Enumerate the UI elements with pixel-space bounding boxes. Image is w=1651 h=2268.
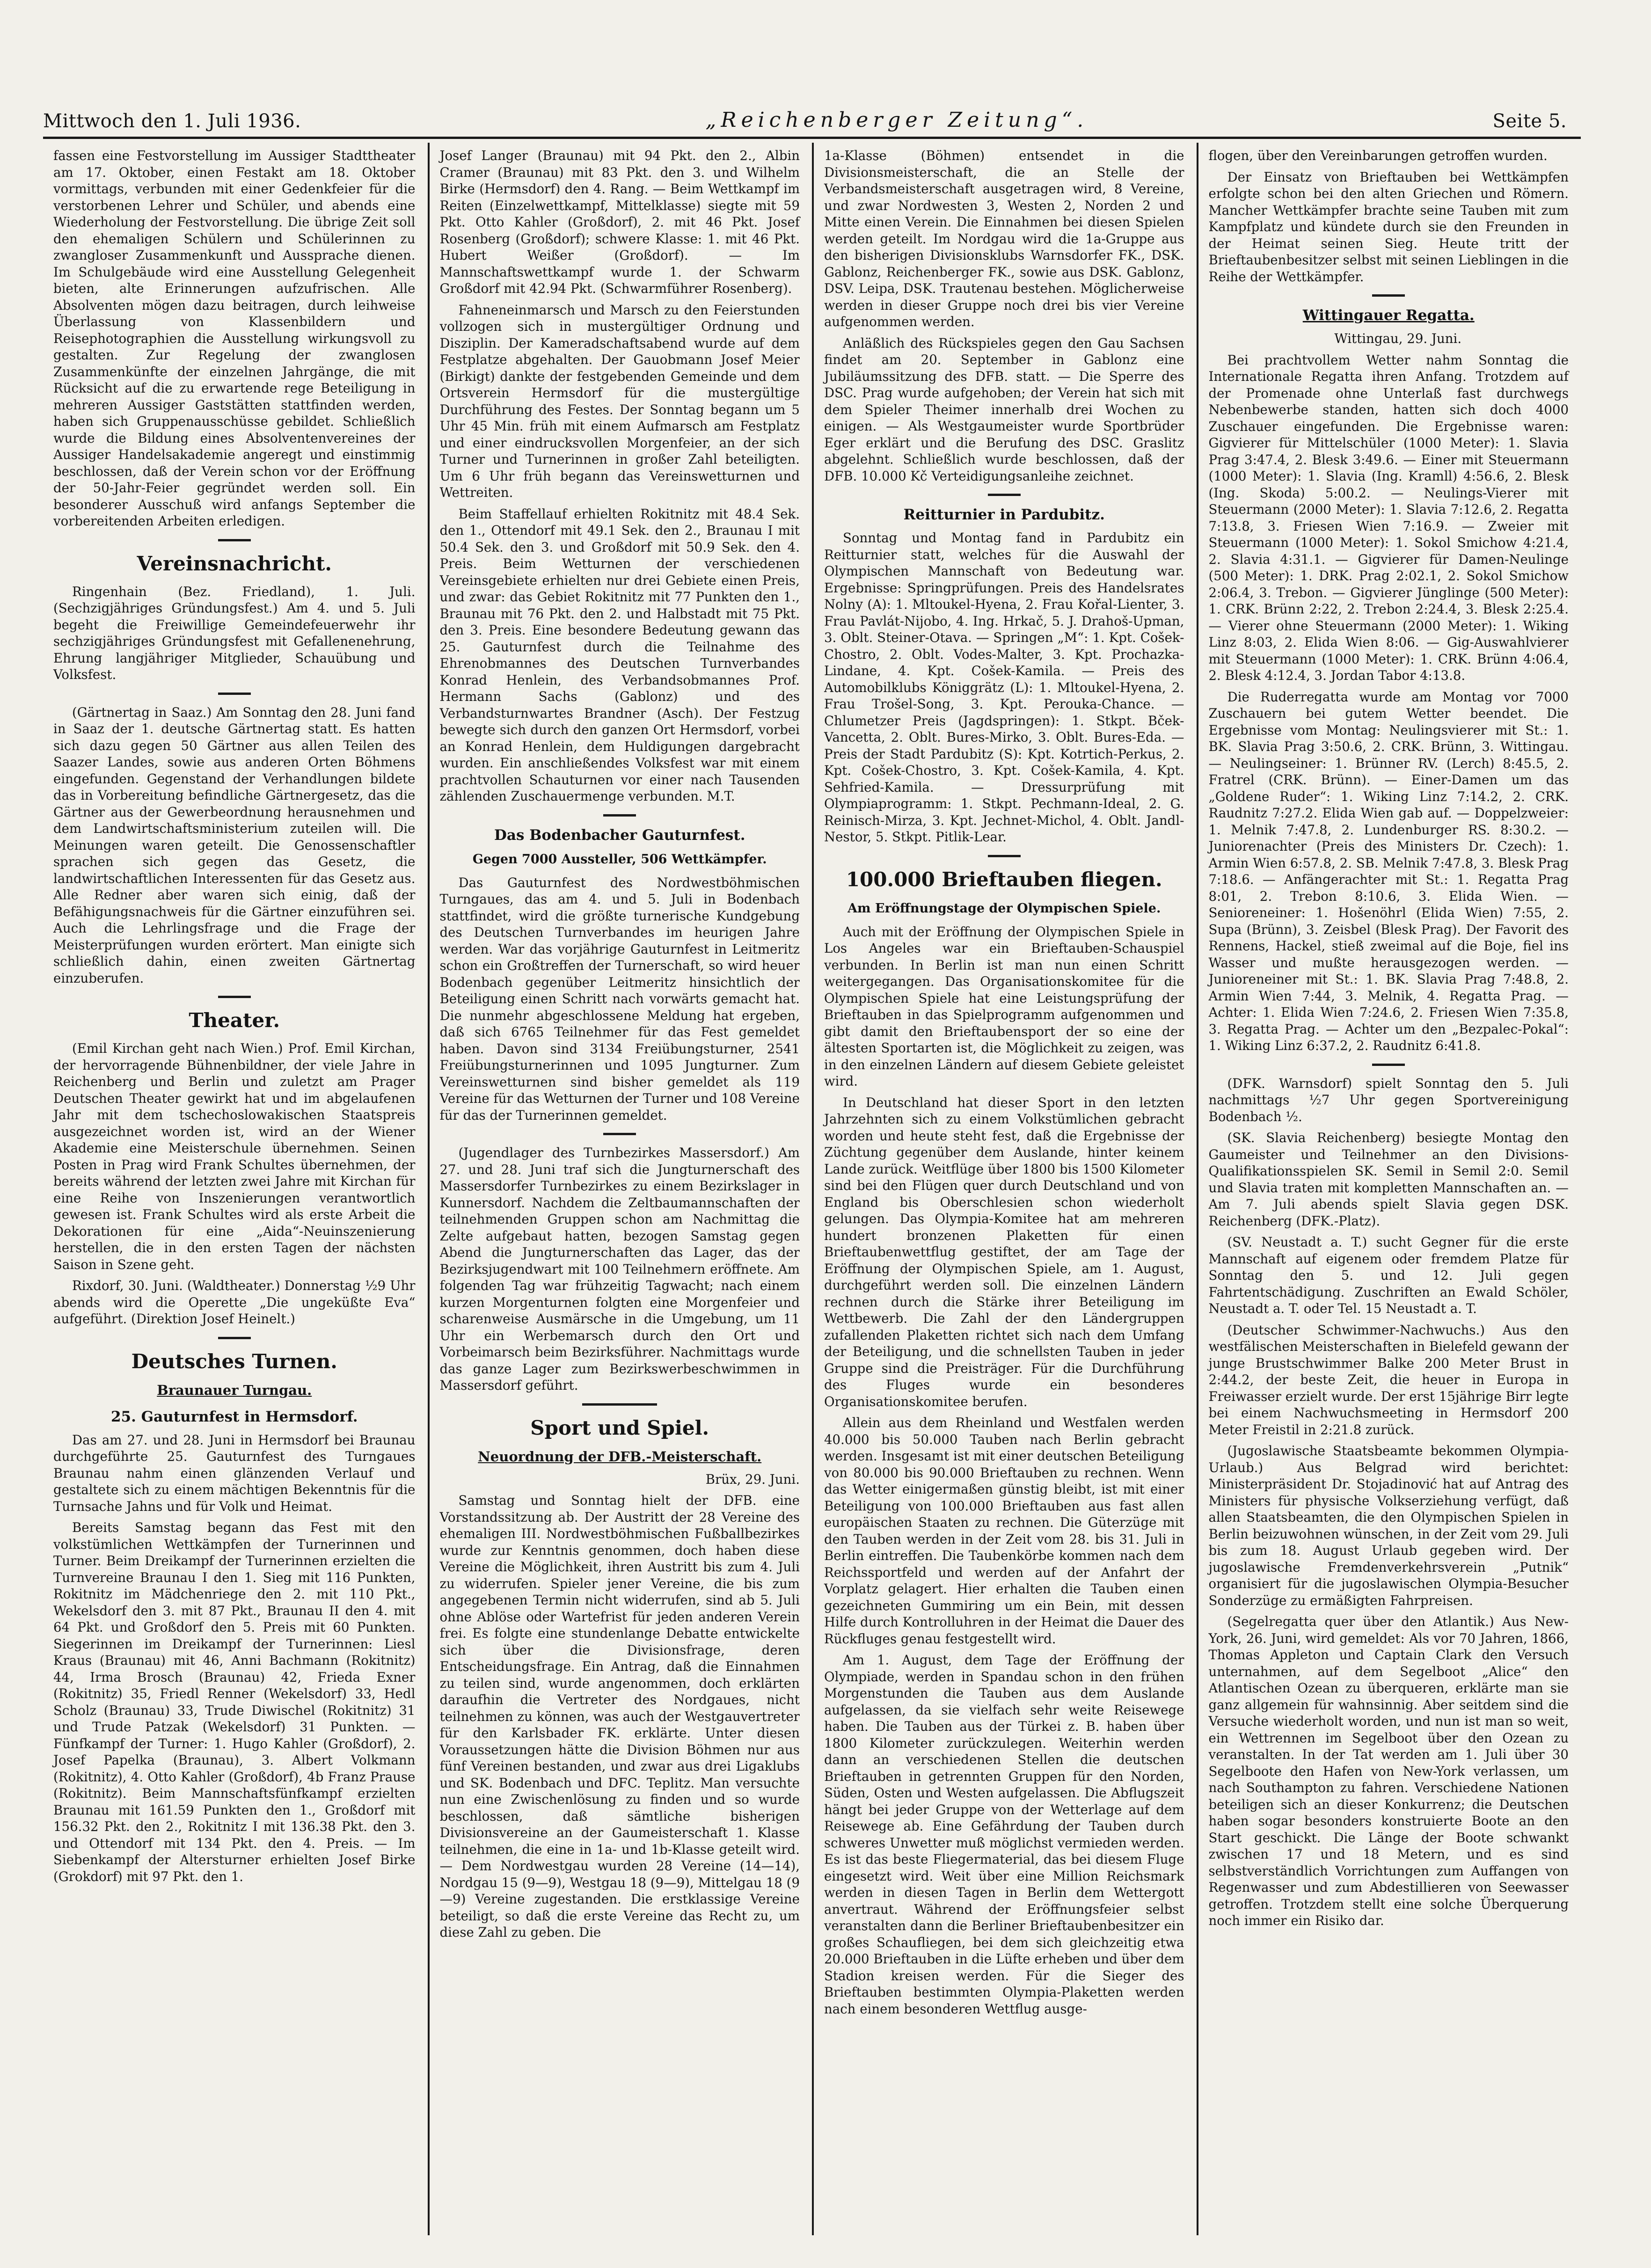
masthead-rule [43, 137, 1581, 139]
separator [218, 1337, 251, 1339]
article-brieftauben-4: Am 1. August, dem Tage der Eröffnung der Olympiade, werden in Spandau schon in den frühen Morgenstunden die Tauben aus dem Auslande aufgelassen, da sie vielfach sehr weite Reisewege haben. Die Tauben aus der Türkei z. B. haben über 1800 Kilometer zurückzulegen. Weiterhin werden dann an verschiedenen Stellen die deutschen Brieftauben in getrennten Gruppen für den Norden, Süden, Osten und Westen aufgelassen. Die Abflugszeit hängt bei jeder Gruppe von der Wetterlage auf dem Reisewege ab. Eine Gefährdung der Tauben durch schweres Unwetter muß möglichst vermieden werden. Es ist das beste Fliegermaterial, das bei diesem Fluge eingesetzt wird. Weit über eine Million Reichsmark werden in diesen Tagen in Berlin dem Wettergott anvertraut. Während der Eröffnungsfeier selbst veranstalten dann die Berliner Brieftaubenbesitzer ein großes Schaufliegen, bei dem sich gleichzeitig etwa 20.000 Brieftauben in die Lüfte erheben und über dem Stadion kreisen werden. Für die Sieger des Brieftauben bestimmten Olympia-Plaketten werden nach einem besonderen Wettflug ausge- [824, 1652, 1184, 2017]
article-jugoslawien: (Jugoslawische Staatsbeamte bekommen Olympia-Urlaub.) Aus Belgrad wird berichtet: Ministerpräsident Dr. Stojadinović hat auf Antrag des Ministers für physische Volkserziehung verfügt, daß allen Staatsbeamten, die den Olympischen Spielen in Berlin beizuwohnen wünschen, in der Zeit vom 29. Juli bis zum 18. August Urlaub gegeben wird. Der jugoslawische Fremdenverkehrsverein „Putnik“ organisiert für die jugoslawischen Olympia-Besucher Sonderzüge zu ermäßigten Fahrpreisen. [1208, 1443, 1569, 1608]
article-gaertnertag: (Gärtnertag in Saaz.) Am Sonntag den 28. Juni fand in Saaz der 1. deutsche Gärtnertag statt. Es hatten sich dazu gegen 50 Gärtner aus allen Teilen des Saazer Landes, sowie aus anderen Orten Böhmens eingefunden. Gegenstand der Verhandlungen bildete das in Vorbereitung befindliche Gärtnergesetz, das die Gärtner aus der Gewerbeordnung herausnehmen und dem Landwirtschaftsministerium zuteilen will. Die Meinungen waren geteilt. Die Genossenschaftler sprachen sich gegen das Gesetz, die landwirtschaftlichen Interessenten für das Gesetz aus. Alle Redner aber waren sich einig, daß der Befähigungsnachweis für die Gärtner einzuführen sei. Auch die Lehrlingsfrage und die Frage der Meisterprüfungen wurden erörtert. Man einigte sich schließlich dahin, einen zweiten Gärtnertag einzuberufen. [53, 704, 416, 986]
column-3 [812, 143, 1197, 2235]
heading-brieftauben: 100.000 Brieftauben fliegen. [846, 868, 1162, 891]
dateline-wittingau: Wittingau, 29. Juni. [1334, 331, 1462, 346]
article-kirchan: (Emil Kirchan geht nach Wien.) Prof. Emil Kirchan, der hervorragende Bühnenbildner, der viele Jahre in Reichenberg und Berlin und zuletzt am Prager Deutschen Theater gewirkt hat und im abgelaufenen Jahr mit dem tschechoslowakischen Staatspreis ausgezeichnet worden ist, wird an der Wiener Akademie eine Meisterschule übernehmen. Seinen Posten in Prag wird Frank Schultes übernehmen, der bereits während der letzten zwei Jahre mit Kirchan für eine Reihe von Inszenierungen verantwortlich gewesen ist. Frank Schultes wird als erste Arbeit die Dekorationen für eine „Aida“-Neuinszenierung herstellen, die in den ersten Tagen der nächsten Saison in Szene geht. [53, 1041, 416, 1272]
section-heading-vereinsnachricht: Vereinsnachricht. [137, 552, 332, 575]
article-turnen-4: Fahneneinmarsch und Marsch zu den Feierstunden vollzogen sich in mustergültiger Ordnung und Disziplin. Der Kameradschaftsabend wurde auf dem Festplatze abgehalten. Der Gauobmann Josef Meier (Birkigt) dankte der festgebenden Gemeinde und dem Ortsverein Hermsdorf für die mustergültige Durchführung des Festes. Der Sonntag begann um 5 Uhr 45 Min. früh mit einem Aufmarsch am Festplatz und einer eindrucksvollen Morgenfeier, an der sich Turner und Turnerinnen in großer Zahl beteiligten. Um 6 Uhr früh begann das Vereinswetturnen und Wettreiten. [439, 302, 800, 500]
page-number: Seite 5. [1492, 110, 1567, 132]
separator [582, 1403, 657, 1406]
separator [988, 494, 1021, 496]
dateline-brux: Brüx, 29. Juni. [705, 1471, 800, 1487]
masthead [43, 98, 1567, 132]
article-neustadt: (SV. Neustadt a. T.) sucht Gegner für die erste Mannschaft auf eigenem oder fremdem Platze für Sonntag den 5. und 12. Juli gegen Fahrtentschädigung. Zuschriften an Ewald Schöler, Neustadt a. T. oder Tel. 15 Neustadt a. T. [1208, 1234, 1569, 1316]
column-4 [1197, 143, 1581, 2235]
article-regatta-1: Bei prachtvollem Wetter nahm Sonntag die Internationale Regatta ihren Anfang. Trotzdem auf der Promenade ohne Unterlaß fast durchwegs Nebenbewerbe standen, hatten sich doch 4000 Zuschauer eingefunden. Die Ergebnisse waren: Gigvierer für Mittelschüler (1000 Meter): 1. Slavia Prag 3:47.4, 2. Blesk 3:49.6. — Einer mit Steuermann (1000 Meter): 1. Slavia (Ing. Kramll) 4:56.6, 2. Blesk (Ing. Skoda) 5:00.2. — Neulings-Vierer mit Steuermann (2000 Meter): 1. Slavia 7:12.6, 2. Regatta 7:13.8, 3. Friesen Wien 7:16.9. — Zweier mit Steuermann (1000 Meter): 1. Sokol Smichow 4:21.4, 2. Slavia 4:31.1. — Gigvierer für Damen-Neulinge (500 Meter): 1. DRK. Prag 2:02.1, 2. Sokol Smichow 2:06.4, 3. Trebon. — Gigvierer Jünglinge (500 Meter): 1. CRK. Brünn 2:22, 2. Trebon 2:24.4, 3. Blesk 2:25.4. — Vierer ohne Steuermann (2000 Meter): 1. Wiking Linz 8:03, 2. Elida Wien 8:06. — Gig-Auswahlvierer mit Steuermann (1000 Meter): 1. CRK. Brünn 4:06.4, 2. Blesk 4:12.4, 3. Jordan Tabor 4:13.8. [1208, 352, 1569, 683]
subheading-gauturnfest: 25. Gauturnfest in Hermsdorf. [110, 1408, 358, 1425]
article-ringenhain: Ringenhain (Bez. Friedland), 1. Juli. (Sechzigjähriges Gründungsfest.) Am 4. und 5. Juli begeht die Freiwillige Gemeindefeuerwehr ihr sechzigjähriges Gründungsfest mit Gefallenenehrung, Ehrung langjähriger Mitglieder, Schauübung und Volksfest. [53, 583, 416, 682]
subheading-brieftauben: Am Eröffnungstage der Olympischen Spiele. [847, 901, 1161, 916]
column-2 [428, 143, 812, 2235]
article-bodenbach: Das Gauturnfest des Nordwestböhmischen Turngaues, das am 4. und 5. Juli in Bodenbach stattfindet, wird die größte turnerische Kundgebung des Deutschen Turnverbandes im heurigen Jahre werden. War das vorjährige Gauturnfest in Leitmeritz schon ein Großtreffen der Turnerschaft, so wird heuer Bodenbach gegenüber Leitmeritz hinsichtlich der Beteiligung einen Schritt nach vorwärts gemacht hat. Die nunmehr abgeschlossene Meldung hat ergeben, daß sich 6765 Teilnehmer für das Fest gemeldet haben. Davon sind 3134 Freiübungsturner, 2541 Freiübungsturnerinnen und 1095 Jungturner. Zum Vereinswetturnen sind bisher gemeldet als 119 Vereine für das Wetturnen der Turner und 108 Vereine für das der Turnerinnen gemeldet. [439, 875, 800, 1123]
article-turnen-2: Bereits Samstag begann das Fest mit den volkstümlichen Wettkämpfen der Turnerinnen und Turner. Beim Dreikampf der Turnerinnen erzielten die Turnvereine Braunau I den 1. Sieg mit 116 Punkten, Rokitnitz im Mädchenriege den 2. mit 110 Pkt., Wekelsdorf den 3. mit 87 Pkt., Braunau II den 4. mit 64 Pkt. und Großdorf den 5. Preis mit 60 Punkten. Siegerinnen im Dreikampf der Turnerinnen: Liesl Kraus (Braunau) mit 46, Anni Bachmann (Rokitnitz) 44, Irma Brosch (Braunau) 42, Frieda Exner (Rokitnitz) 35, Friedl Renner (Wekelsdorf) 33, Hedl Scholz (Braunau) 33, Trude Diwischel (Rokitnitz) 31 und Trude Patzak (Wekelsdorf) 31 Punkten. — Fünfkampf der Turner: 1. Hugo Kahler (Großdorf), 2. Josef Papelka (Braunau), 3. Albert Volkmann (Rokitnitz), 4. Otto Kahler (Großdorf), 4b Franz Prause (Rokitnitz). Beim Mannschaftsfünfkampf erzielten Braunau mit 161.59 Punkten den 1., Großdorf mit 156.32 Pkt. den 2., Rokitnitz I mit 136.38 Pkt. den 3. und Ottendorf mit 134 Pkt. den 4. Preis. — Im Siebenkampf der Altersturner erhielten Josef Birke (Grokdorf) mit 97 Pkt. den 1. [53, 1520, 416, 1884]
section-heading-sport: Sport und Spiel. [530, 1416, 709, 1439]
subheading-braunauer-turngau: Braunauer Turngau. [157, 1382, 312, 1398]
article-continuation: fassen eine Festvorstellung im Aussiger Stadttheater am 17. Oktober, einen Festakt am 18. Oktober vormittags, verbunden mit einer Gedenkfeier für die verstorbenen Lehrer und Schüler, und abends eine Wiederholung der Festvorstellung. Die übrige Zeit soll den ehemaligen Schülern und Schülerinnen zu zwangloser Zusammenkunft und Aussprache dienen. Im Schulgebäude wird eine Ausstellung Gelegenheit bieten, alte Erinnerungen aufzufrischen. Alle Absolventen mögen dazu beitragen, durch leihweise Überlassung von Klassenbildern und Reisephotographien die Ausstellung wirkungsvoll zu gestalten. Zur Regelung der zwanglosen Zusammenkünfte der einzelnen Jahrgänge, die mit Rücksicht auf die zu erwartende rege Beteiligung in mehreren Aussiger Gaststätten stattfinden werden, haben sich Gruppenausschüsse gebildet. Schließlich wurde die Bildung eines Absolventenvereines der Aussiger Handelsakademie angeregt und einstimmig beschlossen, daß der Verein schon vor der Eröffnung der 50-Jahr-Feier gegründet werden soll. Ein besonderer Ausschuß wird anfangs September die vorbereitenden Arbeiten erledigen. [53, 148, 416, 529]
paper-name: „Reichenberger Zeitung“. [705, 108, 1088, 132]
separator [218, 539, 251, 541]
article-brieftauben-3: Allein aus dem Rheinland und Westfalen werden 40.000 bis 50.000 Tauben nach Berlin gebracht werden. Insgesamt ist mit einer deutschen Beteiligung von 80.000 bis 90.000 Brieftauben zu rechnen. Wenn das Wetter einigermaßen günstig bleibt, ist mit einer Beteiligung von 100.000 Brieftauben aus fast allen europäischen Staaten zu rechnen. Die Güterzüge mit den Tauben werden in der Zeit vom 28. bis 31. Juli in Berlin eintreffen. Die Taubenkörbe kommen nach dem Reichssportfeld und werden auf der Anfahrt der Vorplatz gelagert. Hier erhalten die Tauben einen gezeichneten Gummiring um ein Bein, mit dessen Hilfe durch Kontrolluhren in der Heimat die Dauer des Rückfluges genau festgestellt wird. [824, 1415, 1184, 1647]
article-regatta-2: Die Ruderregatta wurde am Montag vor 7000 Zuschauern bei gutem Wetter beendet. Die Ergebnisse vom Montag: Neulingsvierer mit St.: 1. BK. Slavia Prag 3:50.6, 2. CRK. Brünn, 3. Wittingau. — Neulingseiner: 1. Brünner RV. (Lerch) 8:45.5, 2. Fratrel (CRK. Brünn). — Einer-Damen um das „Goldene Ruder“: 1. Wiking Linz 7:14.2, 2. CRK. Raudnitz 7:27.2. Elida Wien gab auf. — Doppelzweier: 1. Melnik 7:47.8, 2. Lundenburger RS. 8:30.2. — Juniorenachter (Preis des Ministers Dr. Czech): 1. Armin Wien 6:57.8, 2. SB. Melnik 7:47.8, 3. Blesk Prag 7:18.6. — Anfängerachter mit St.: 1. Regatta Prag 8:01, 2. Trebon 8:10.6, 3. Elida Wien. — Senioreneiner: 1. Hošenöhrl (Elida Wien) 7:55, 2. Supa (Brünn), 3. Zeisbel (Blesk Prag). Der Favorit des Rennens, Hackel, stieß zweimal auf die Boje, fiel ins Wasser und mußte herausgezogen werden. — Junioreneiner mit St.: 1. BK. Slavia Prag 7:48.8, 2. Armin Wien 7:44, 3. Melnik, 4. Regatta Prag. — Achter: 1. Elida Wien 7:24.6, 2. Friesen Wien 7:35.8, 3. Regatta Prag. — Achter um den „Bezpalec-Pokal“: 1. Wiking Linz 6:37.2, 2. Raudnitz 6:41.8. [1208, 689, 1569, 1053]
separator [1372, 1064, 1405, 1066]
article-turnen-1: Das am 27. und 28. Juni in Hermsdorf bei Braunau durchgeführte 25. Gauturnfest des Turngaues Braunau nahm einen glänzenden Verlauf und gestaltete sich zu einem mächtigen Bekenntnis für die Turnsache Jahns und für Volk und Heimat. [53, 1432, 416, 1514]
article-massersdorf: (Jugendlager des Turnbezirkes Massersdorf.) Am 27. und 28. Juni traf sich die Jungturnerschaft des Massersdorfer Turnbezirkes zu einem Bezirkslager in Kunnersdorf. Nachdem die Zeltbaumannschaften der teilnehmenden Gruppen schon am Nachmittag die Zelte aufgebaut hatten, bezogen Samstag gegen Abend die Jungturnerschaften das Lager, das der Bezirksjugendwart mit 100 Teilnehmern eröffnete. Am folgenden Tag war frühzeitig Tagwacht; nach einem kurzen Morgenturnen folgten eine Morgenfeier und scharenweise Ausmärsche in die Umgebung, um 11 Uhr ein Werbemarsch durch den Ort und Vorbeimarsch beim Bezirksführer. Nachmittags wurde das ganze Lager zum Bezirkswerbeschwimmen in Massersdorf geführt. [439, 1145, 800, 1393]
article-neuordnung: Samstag und Sonntag hielt der DFB. eine Vorstandssitzung ab. Der Austritt der 28 Vereine des ehemaligen III. Nordwestböhmischen Fußballbezirkes wurde zur Kenntnis genommen, doch haben diese Vereine die Möglichkeit, ihren Austritt bis zum 4. Juli zu widerrufen. Spieler jener Vereine, die bis zum angegebenen Termin nicht widerrufen, sind ab 5. Juli ohne Ablöse oder Wartefrist für jeden anderen Verein frei. Es folgte eine stundenlange Debatte entwickelte sich über die Divisionsfrage, deren Entscheidungsfrage. Ein Antrag, daß die Einnahmen zu teilen sind, wurde angenommen, doch erklärten daraufhin die Vertreter des Nordgaues, nicht teilnehmen zu können, was auch der Westgauvertreter für den Karlsbader FK. erklärte. Unter diesen Voraussetzungen hätte die Division Böhmen nur aus fünf Vereinen bestanden, und zwar aus drei Ligaklubs und SK. Bodenbach und DFC. Teplitz. Man versuchte nun eine Zwischenlösung zu finden und so wurde beschlossen, daß sämtliche bisherigen Divisionsvereine an der Gaumeisterschaft 1. Klasse teilnehmen, die eine in 1a- und 1b-Klasse geteilt wird. — Dem Nordwestgau wurden 28 Vereine (14—14), Nordgau 15 (9—9), Westgau 18 (9—9), Mittelgau 18 (9—9) Vereine zugestanden. Die erstklassige Vereine beteiligt, so daß die erste Vereine das Recht zu, um diese Zahl zu geben. Die [439, 1493, 800, 1940]
article-brieftauben-5: flogen, über den Vereinbarungen getroffen wurden. [1208, 148, 1548, 163]
columns [43, 143, 1581, 2235]
separator [218, 996, 251, 998]
article-schwimmer: (Deutscher Schwimmer-Nachwuchs.) Aus den westfälischen Meisterschaften in Bielefeld gewann der junge Brustschwimmer Balke 200 Meter Brust in 2:44.2, der beste Zeit, die heuer in Europa in Freiwasser erzielt wurde. Der erst 15jährige Birr legte bei einem Nachwuchsmeeting in Hermsdorf 200 Meter Freistil in 2:21.8 zurück. [1208, 1322, 1569, 1437]
column-1 [43, 143, 428, 2235]
separator [1372, 294, 1405, 297]
separator [218, 693, 251, 695]
article-turnen-3: Josef Langer (Braunau) mit 94 Pkt. den 2., Albin Cramer (Braunau) mit 83 Pkt. den 3. und Wilhelm Birke (Hermsdorf) den 4. Rang. — Beim Wettkampf im Reiten (Einzelwettkampf, Mittelklasse) siegte mit 59 Pkt. Otto Kahler (Großdorf), 2. mit 46 Pkt. Josef Rosenberg (Großdorf); schwere Klasse: 1. mit 46 Pkt. Hubert Weißer (Großdorf). — Im Mannschaftswettkampf wurde 1. der Schwarm Großdorf mit 42.94 Pkt. (Schwarmführer Rosenberg). [439, 148, 800, 296]
article-division-2: Anläßlich des Rückspieles gegen den Gau Sachsen findet am 20. September in Gablonz eine Jubiläumssitzung des DFB. statt. — Die Sperre des DSC. Prag wurde aufgehoben; der Verein hat sich mit dem Spieler Theimer innerhalb drei Wochen zu einigen. — Als Westgaumeister wurde Sportbrüder Eger erklärt und die Berufung des DSC. Graslitz abgelehnt. Schließlich wurde beschlossen, daß der DFB. 10.000 Kč Verteidigungsanleihe zeichnet. [824, 335, 1184, 484]
article-warnsdorf: (DFK. Warnsdorf) spielt Sonntag den 5. Juli nachmittags ½7 Uhr gegen Sportvereinigung Bodenbach ½. [1208, 1075, 1569, 1124]
section-heading-theater: Theater. [189, 1009, 280, 1032]
separator [603, 814, 636, 817]
subheading-bodenbach: Gegen 7000 Aussteller, 506 Wettkämpfer. [472, 852, 767, 867]
article-division: 1a-Klasse (Böhmen) entsendet in die Divisionsmeisterschaft, die an Stelle der Verbandsmeisterschaft ausgetragen wird, 8 Vereine, und zwar Nordwesten 3, Westen 2, Norden 2 und Mitte einen Verein. Die Einnahmen bei diesen Spielen werden geteilt. Im Nordgau wird die 1a-Gruppe aus den bisherigen Divisionsklubs Warnsdorfer FK., DSK. Gablonz, Reichenberger FK., sowie aus DSK. Gablonz, DSV. Leipa, DSK. Trautenau bestehen. Möglicherweise werden in dieser Gruppe noch drei bis vier Vereine aufgenommen werden. [824, 148, 1184, 329]
subheading-neuordnung: Neuordnung der DFB.-Meisterschaft. [478, 1448, 762, 1465]
separator [603, 1133, 636, 1135]
article-brieftauben-1: Auch mit der Eröffnung der Olympischen Spiele in Los Angeles war ein Brieftauben-Schauspiel verbunden. In Berlin ist man nun einen Schritt weitergegangen. Das Organisationskomitee für die Olympischen Spiele hat eine Leistungsprüfung der Brieftauben in das Spielprogramm aufgenommen und gibt damit den Brieftaubensport der so eine der ältesten Sportarten ist, die Möglichkeit zu zeigen, was in den einzelnen Ländern auf diesem Gebiete geleistet wird. [824, 924, 1184, 1089]
heading-bodenbacher-gauturnfest: Das Bodenbacher Gauturnfest. [494, 826, 745, 844]
section-heading-turnen: Deutsches Turnen. [131, 1349, 337, 1373]
article-rixdorf: Rixdorf, 30. Juni. (Waldtheater.) Donnerstag ½9 Uhr abends wird die Operette „Die ungeküßte Eva“ aufgeführt. (Direktion Josef Heinelt.) [53, 1278, 416, 1327]
issue-date: Mittwoch den 1. Juli 1936. [43, 110, 301, 132]
article-turnen-5: Beim Staffellauf erhielten Rokitnitz mit 48.4 Sek. den 1., Ottendorf mit 49.1 Sek. den 2., Braunau I mit 50.4 Sek. den 3. und Großdorf mit 50.9 Sek. den 4. Preis. Beim Wetturnen der verschiedenen Vereinsgebiete erhielten nur drei Gebiete einen Preis, und zwar: das Gebiet Rokitnitz mit 77 Punkten den 1., Braunau mit 76 Pkt. den 2. und Halbstadt mit 75 Pkt. den 3. Preis. Eine besondere Bedeutung gewann das 25. Gauturnfest durch die Teilnahme des Ehrenobmannes des Deutschen Turnverbandes Konrad Henlein, des Verbandsobmannes Prof. Hermann Sachs (Gablonz) und des Verbandsturnwartes Brandner (Asch). Der Festzug bewegte sich durch den ganzen Ort Hermsdorf, vorbei an Konrad Henlein, dem Huldigungen dargebracht wurden. Ein anschließendes Volksfest war mit einem prachtvollen Schauturnen vor einer nach Tausenden zählenden Zuschauermenge verbunden. M.T. [439, 506, 800, 804]
article-brieftauben-6: Der Einsatz von Brieftauben bei Wettkämpfen erfolgte schon bei den alten Griechen und Römern. Mancher Wettkämpfer brachte seine Tauben mit zum Kampfplatz und kündete durch sie den Freunden in der Heimat seinen Sieg. Heute tritt der Brieftaubenbesitzer selbst mit seinen Lieblingen in die Reihe der Wettkämpfer. [1208, 169, 1569, 284]
heading-regatta: Wittingauer Regatta. [1302, 307, 1475, 324]
article-atlantik: (Segelregatta quer über den Atlantik.) Aus New-York, 26. Juni, wird gemeldet: Als vor 70 Jahren, 1866, Thomas Appleton und Captain Clark den Versuch unternahmen, auf dem Segelboot „Alice“ den Atlantischen Ozean zu überqueren, erklärte man sie ganz allgemein für wahnsinnig. Aber seitdem sind die Versuche wiederholt worden, und nun ist man so weit, ein Wettrennen im Segelboot über den Ozean zu veranstalten. In der Tat werden am 1. Juli über 30 Segelboote den Hafen von New-York verlassen, um nach Southampton zu fahren. Verschiedene Nationen beteiligen sich an dieser Konkurrenz; die Deutschen haben sogar besonders konstruierte Boote an den Start geschickt. Die Länge der Boote schwankt zwischen 17 und 18 Metern, und es sind selbstverständlich Vorrichtungen zum Auffangen von Regenwasser und zum Abdestillieren von Seewasser getroffen. Trotzdem stellt eine solche Überquerung noch immer ein Risiko dar. [1208, 1614, 1569, 1928]
separator [988, 855, 1021, 857]
article-brieftauben-2: In Deutschland hat dieser Sport in den letzten Jahrzehnten sich zu einem Volkstümlichen gebracht worden und heute steht fest, daß die Ergebnisse der Züchtung gegenüber dem Auslande, hinter keinem Lande zurück. Weitflüge über 1800 bis 1500 Kilometer sind bei den Flügen quer durch Deutschland und von England bis Oberschlesien schon wiederholt gelungen. Das Olympia-Komitee hat am mehreren hundert bronzenen Plaketten für einen Brieftaubenwettflug gestiftet, der am Tage der Eröffnung der Olympischen Spiele, am 1. August, durchgeführt werden soll. Die einzelnen Ländern rechnen durch die Stärke ihrer Beteiligung im Wettbewerb. Die Zahl der den Ländergruppen zufallenden Plaketten richtet sich nach dem Umfang der Beteiligung, und die schnellsten Tauben in jeder Gruppe sind die Preisträger. Für die Durchführung des Fluges wurde ein besonderes Organisationskomitee berufen. [824, 1094, 1184, 1409]
article-slavia: (SK. Slavia Reichenberg) besiegte Montag den Gaumeister und Teilnehmer an den Divisions-Qualifikationsspielen SK. Semil in Semil 2:0. Semil und Slavia traten mit kompletten Mannschaften an. — Am 7. Juli abends spielt Slavia gegen DSK. Reichenberg (DFK.-Platz). [1208, 1130, 1569, 1229]
article-reitturnier: Sonntag und Montag fand in Pardubitz ein Reitturnier statt, welches für die Auswahl der Olympischen Mannschaft von Bedeutung war. Ergebnisse: Springprüfungen. Preis des Handelsrates Nolny (A): 1. Mltoukel-Hyena, 2. Frau Kořal-Lienter, 3. Frau Pavlát-Nijobo, 4. Ing. Hrkač, 5. J. Drahoš-Upman, 3. Oblt. Steiner-Otava. — Springen „M“: 1. Kpt. Cošek-Chostro, 2. Oblt. Vodes-Malter, 3. Kpt. Prochazka-Lindane, 4. Kpt. Cošek-Kamila. — Preis des Automobilklubs Königgrätz (L): 1. Mltoukel-Hyena, 2. Frau Trošel-Song, 3. Kpt. Perouka-Chance. — Chlumetzer Preis (Jagdspringen): 1. Stkpt. Bček-Vancetta, 2. Oblt. Bures-Mirko, 3. Oblt. Bures-Eda. — Preis der Stadt Pardubitz (S): Kpt. Kotrtich-Perkus, 2. Kpt. Cošek-Chostro, 3. Kpt. Cošek-Kamila, 4. Kpt. Sehfried-Kamila. — Dressurprüfung mit Olympiaprogramm: 1. Stkpt. Pechmann-Ideal, 2. G. Reinisch-Mirza, 3. Kpt. Jechnet-Michol, 4. Oblt. Jandl-Nestor, 5. Stkpt. Pitlik-Lear. [824, 530, 1184, 845]
heading-reitturnier: Reitturnier in Pardubitz. [903, 506, 1105, 523]
